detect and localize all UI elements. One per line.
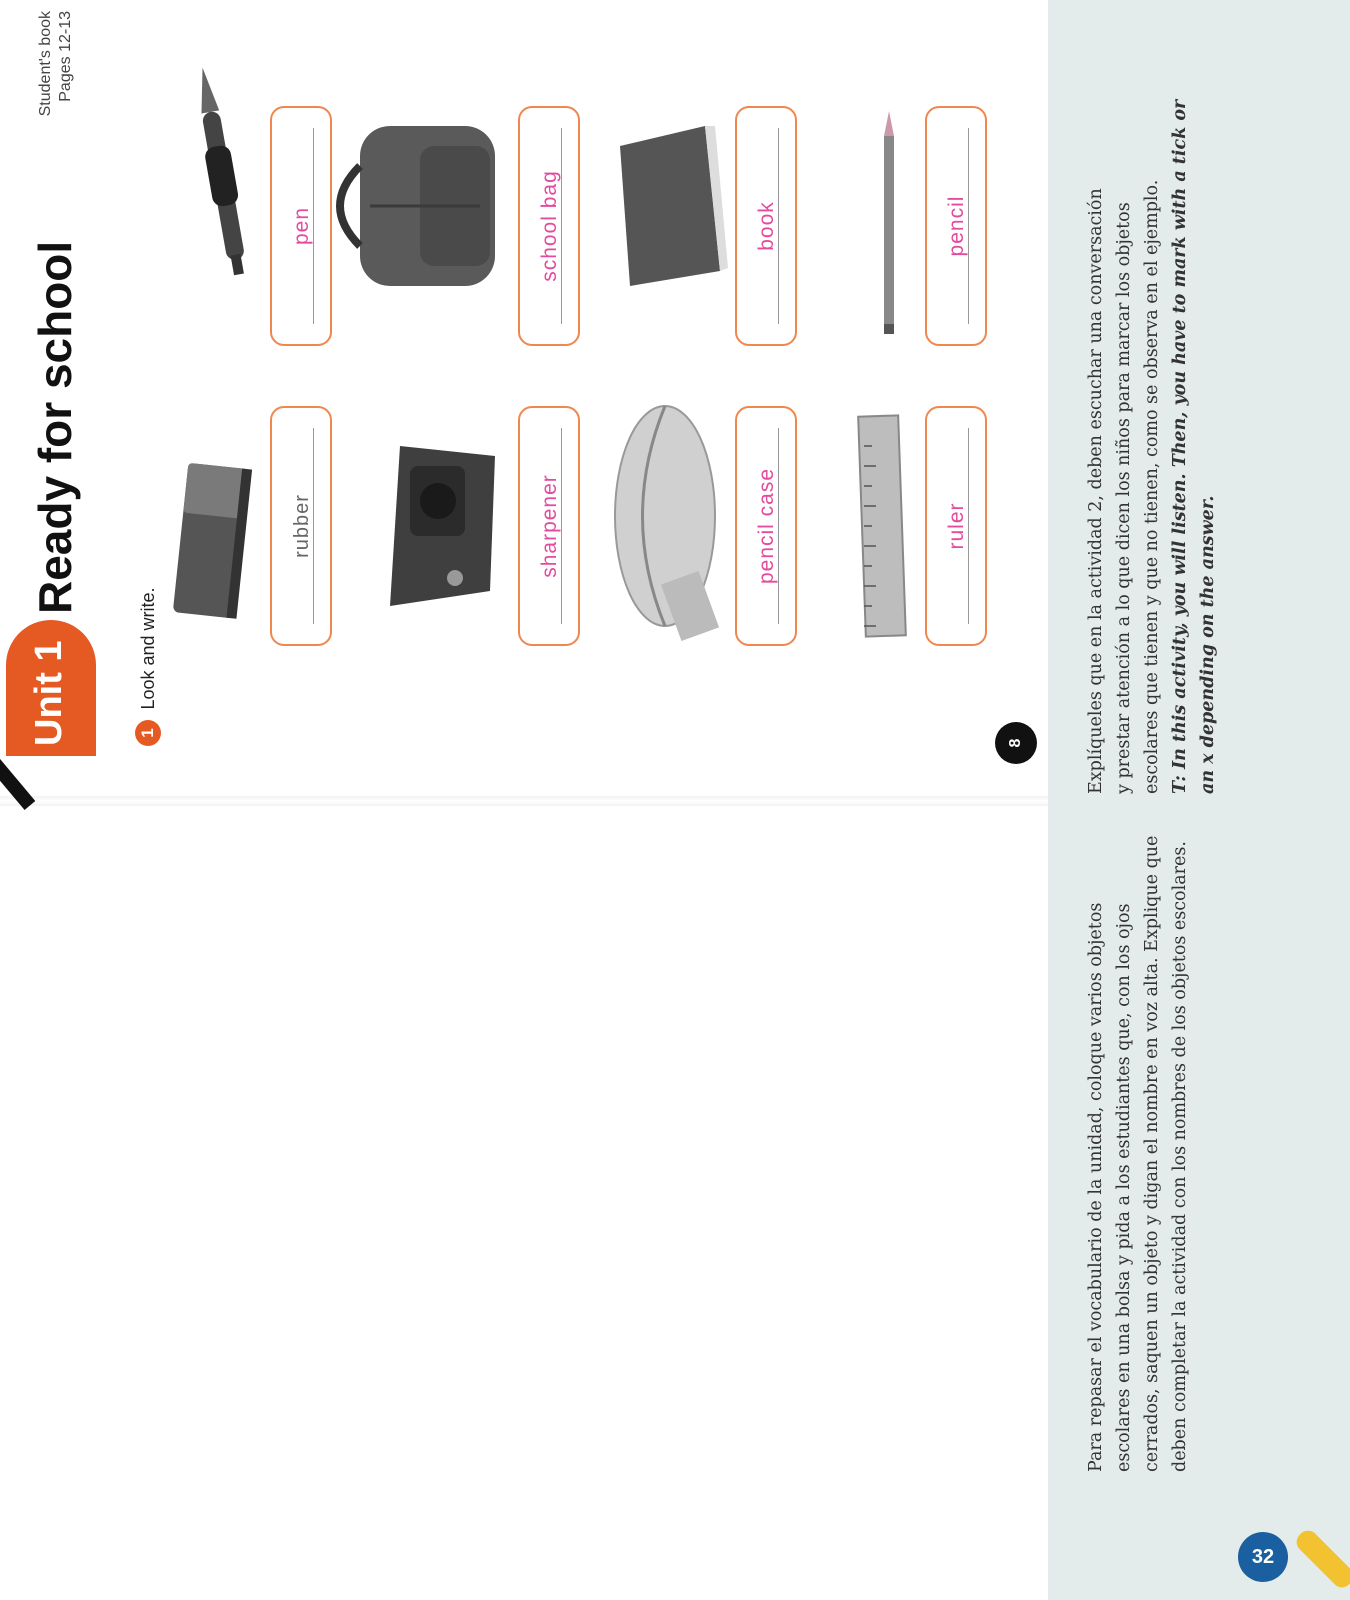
student-book-ref (36, 11, 76, 181)
guide-line: Explíqueles que en la actividad 2, deben escuchar una conversación (1086, 188, 1106, 794)
guide-line: an x depending on the answer. (1198, 495, 1218, 794)
word-box-pencil-case[interactable] (735, 406, 797, 646)
page-gutter (0, 796, 1048, 806)
left-page (0, 0, 1048, 796)
guide-line: cerrados, saquen un objeto y digan el nombre en voz alta. Explique que (1142, 835, 1162, 1472)
write-line (561, 128, 562, 324)
guide-text-right (1082, 99, 1222, 794)
word-box-pen[interactable] (270, 106, 332, 346)
word-box-sharpener[interactable] (518, 406, 580, 646)
word-box-book[interactable] (735, 106, 797, 346)
word-text: pencil (945, 195, 968, 257)
word-text: sharpener (538, 474, 561, 578)
word-text: pen (290, 206, 313, 246)
word-box-school-bag[interactable] (518, 106, 580, 346)
unit-badge (6, 620, 96, 756)
book-image (610, 96, 730, 316)
page-title: Ready for school (29, 240, 81, 614)
guide-page-badge (1238, 1532, 1288, 1582)
activity-1-heading (135, 587, 161, 746)
school-bag-image (330, 86, 510, 326)
guide-line: Para repasar el vocabulario de la unidad, coloque varios objetos (1086, 902, 1106, 1472)
write-line (968, 128, 969, 324)
word-text: book (755, 201, 778, 251)
word-box-rubber[interactable] (270, 406, 332, 646)
word-text: rubber (291, 494, 313, 558)
write-line (778, 128, 779, 324)
page-number: 8 (1007, 738, 1024, 748)
ruler-image (842, 406, 922, 646)
guide-line: escolares en una bolsa y pida a los estudiantes que, con los ojos (1114, 903, 1134, 1472)
guide-line: escolares que tienen y que no tienen, como se observa en el ejemplo. (1142, 179, 1162, 794)
write-line (313, 128, 314, 324)
word-text: pencil case (755, 467, 778, 585)
write-line (561, 428, 562, 624)
word-text: ruler (945, 502, 968, 550)
write-line (968, 428, 969, 624)
word-box-ruler[interactable] (925, 406, 987, 646)
activity-number: 1 (135, 720, 161, 746)
guide-line: deben completar la actividad con los nombres de los objetos escolares. (1170, 841, 1190, 1472)
write-line (313, 428, 314, 624)
write-line (778, 428, 779, 624)
guide-text-left (1082, 772, 1194, 1472)
activity-instruction: Look and write. (138, 587, 159, 710)
student-book-label: Student's book (37, 11, 54, 117)
guide-line: y prestar atención a lo que dicen los niños para marcar los objetos (1114, 202, 1134, 794)
word-text: school bag (538, 170, 561, 282)
pencil-case-image (600, 396, 730, 656)
guide-page-number: 32 (1251, 1546, 1275, 1568)
sharpener-image (370, 406, 510, 646)
pencil-image (870, 96, 910, 346)
word-box-pencil[interactable] (925, 106, 987, 346)
guide-line: T: In this activity, you will listen. Then, you have to mark with a tick or (1170, 99, 1190, 794)
unit-badge-label: Unit 1 (28, 640, 70, 746)
student-book-pages: Pages 12-13 (57, 11, 74, 102)
rubber-image (170, 406, 260, 646)
pen-image (180, 36, 260, 286)
page-number-badge (995, 722, 1037, 764)
